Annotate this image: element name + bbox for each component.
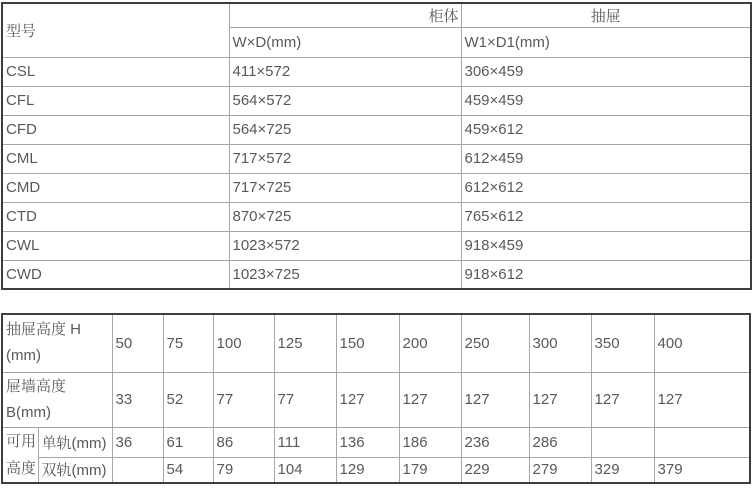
wall-height-row xyxy=(2,372,750,427)
spec-sheet xyxy=(0,2,753,484)
drawer-height-value: 300 xyxy=(529,314,591,372)
table-row xyxy=(2,202,751,231)
single-rail-value: 61 xyxy=(163,427,213,457)
wall-height-label xyxy=(2,372,112,427)
model-cell: CML xyxy=(2,144,229,173)
model-cell: CFL xyxy=(2,86,229,115)
drawer-height-value: 50 xyxy=(112,314,163,372)
table-row xyxy=(2,86,751,115)
double-rail-label: 双轨(mm) xyxy=(38,457,112,483)
table-row xyxy=(2,115,751,144)
cabinet-size-cell: 411×572 xyxy=(229,57,461,86)
drawer-size-cell: 612×459 xyxy=(461,144,751,173)
drawer-height-value: 350 xyxy=(591,314,654,372)
single-rail-value xyxy=(654,427,750,457)
model-cell: CSL xyxy=(2,57,229,86)
wall-height-label-line1: 屉墙高度 xyxy=(6,377,67,395)
wall-height-value: 77 xyxy=(274,372,336,427)
wall-height-value: 127 xyxy=(654,372,750,427)
cabinet-group-header: 柜体 xyxy=(229,3,461,27)
model-cell: CMD xyxy=(2,173,229,202)
usable-height-label-line2: 高度 xyxy=(6,459,37,477)
cabinet-size-cell: 1023×572 xyxy=(229,231,461,260)
drawer-height-value: 100 xyxy=(213,314,274,372)
table-header-row xyxy=(2,3,751,27)
double-rail-value xyxy=(112,457,163,483)
single-rail-value: 36 xyxy=(112,427,163,457)
drawer-size-cell: 918×459 xyxy=(461,231,751,260)
drawer-height-value: 125 xyxy=(274,314,336,372)
single-rail-value: 236 xyxy=(461,427,529,457)
wall-height-value: 77 xyxy=(213,372,274,427)
cabinet-size-cell: 717×572 xyxy=(229,144,461,173)
model-cell: CWL xyxy=(2,231,229,260)
drawer-height-value: 400 xyxy=(654,314,750,372)
double-rail-value: 79 xyxy=(213,457,274,483)
drawer-height-value: 200 xyxy=(399,314,461,372)
drawer-height-value: 75 xyxy=(163,314,213,372)
single-rail-value: 286 xyxy=(529,427,591,457)
drawer-height-value: 150 xyxy=(336,314,399,372)
table-row xyxy=(2,173,751,202)
wall-height-value: 127 xyxy=(399,372,461,427)
single-rail-value: 136 xyxy=(336,427,399,457)
drawer-group-header: 抽屉 xyxy=(461,3,751,27)
drawer-height-label-line1: 抽屉高度 H xyxy=(6,321,82,339)
drawer-size-cell: 459×612 xyxy=(461,115,751,144)
model-cell: CWD xyxy=(2,260,229,289)
wall-height-label-line2: B(mm) xyxy=(6,403,51,421)
usable-height-label-line1: 可用 xyxy=(6,432,37,450)
wall-height-value: 33 xyxy=(112,372,163,427)
double-rail-value: 229 xyxy=(461,457,529,483)
cabinet-size-cell: 717×725 xyxy=(229,173,461,202)
wall-height-value: 127 xyxy=(529,372,591,427)
model-header-cell: 型号 xyxy=(2,3,229,57)
wall-height-value: 127 xyxy=(336,372,399,427)
cabinet-size-cell: 870×725 xyxy=(229,202,461,231)
wall-height-value: 52 xyxy=(163,372,213,427)
cabinet-subheader-cell: W×D(mm) xyxy=(229,27,461,57)
drawer-size-cell: 612×612 xyxy=(461,173,751,202)
drawer-height-label xyxy=(2,314,112,372)
height-spec-table xyxy=(1,313,751,484)
single-rail-row xyxy=(2,427,750,457)
wall-height-value: 127 xyxy=(591,372,654,427)
single-rail-value xyxy=(591,427,654,457)
double-rail-value: 54 xyxy=(163,457,213,483)
wall-height-value: 127 xyxy=(461,372,529,427)
drawer-size-cell: 306×459 xyxy=(461,57,751,86)
single-rail-value: 86 xyxy=(213,427,274,457)
single-rail-value: 111 xyxy=(274,427,336,457)
single-rail-label: 单轨(mm) xyxy=(38,427,112,457)
double-rail-value: 379 xyxy=(654,457,750,483)
double-rail-value: 179 xyxy=(399,457,461,483)
double-rail-value: 329 xyxy=(591,457,654,483)
drawer-size-cell: 918×612 xyxy=(461,260,751,289)
drawer-height-value: 250 xyxy=(461,314,529,372)
drawer-size-cell: 765×612 xyxy=(461,202,751,231)
double-rail-value: 279 xyxy=(529,457,591,483)
drawer-size-cell: 459×459 xyxy=(461,86,751,115)
double-rail-row xyxy=(2,457,750,483)
drawer-subheader-cell: W1×D1(mm) xyxy=(461,27,751,57)
table-row xyxy=(2,260,751,289)
cabinet-size-cell: 564×725 xyxy=(229,115,461,144)
model-cell: CFD xyxy=(2,115,229,144)
cabinet-size-cell: 1023×725 xyxy=(229,260,461,289)
usable-height-label xyxy=(2,427,38,483)
drawer-height-row xyxy=(2,314,750,372)
cabinet-size-cell: 564×572 xyxy=(229,86,461,115)
table-row xyxy=(2,57,751,86)
model-cell: CTD xyxy=(2,202,229,231)
double-rail-value: 129 xyxy=(336,457,399,483)
single-rail-value: 186 xyxy=(399,427,461,457)
double-rail-value: 104 xyxy=(274,457,336,483)
table-row xyxy=(2,231,751,260)
drawer-height-label-line2: (mm) xyxy=(6,347,41,365)
model-spec-table xyxy=(1,2,752,290)
table-row xyxy=(2,144,751,173)
